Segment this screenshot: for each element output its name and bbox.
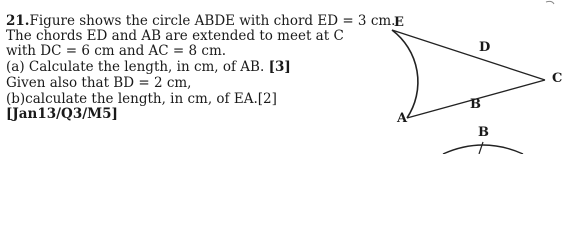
label-c: C [552,71,563,86]
lower-arc [443,145,523,154]
label-e: E [394,15,404,30]
part-a-text: (a) Calculate the length, in cm, of AB. [6,59,265,75]
question-number: 21. [6,13,30,29]
question-line-3: with DC = 6 cm and AC = 8 cm. [6,43,227,59]
lower-line [479,142,483,154]
label-d: D [479,40,491,55]
part-b: (b)calculate the length, in cm, of EA.[2] [6,91,277,107]
label-a: A [397,111,408,126]
label-b-lower: B [478,125,489,140]
circle-arc [392,30,418,118]
part-a-marks: [3] [268,59,291,75]
question-line-2: The chords ED and AB are extended to meet at C [6,28,344,44]
corner-mark [546,1,554,4]
line-ec [392,30,545,80]
label-b: B [470,97,481,112]
question-statement: Figure shows the circle ABDE with chord ED = 3 cm. [29,13,396,29]
question-reference: [Jan13/Q3/M5] [6,106,118,122]
given-statement: Given also that BD = 2 cm, [6,75,192,91]
